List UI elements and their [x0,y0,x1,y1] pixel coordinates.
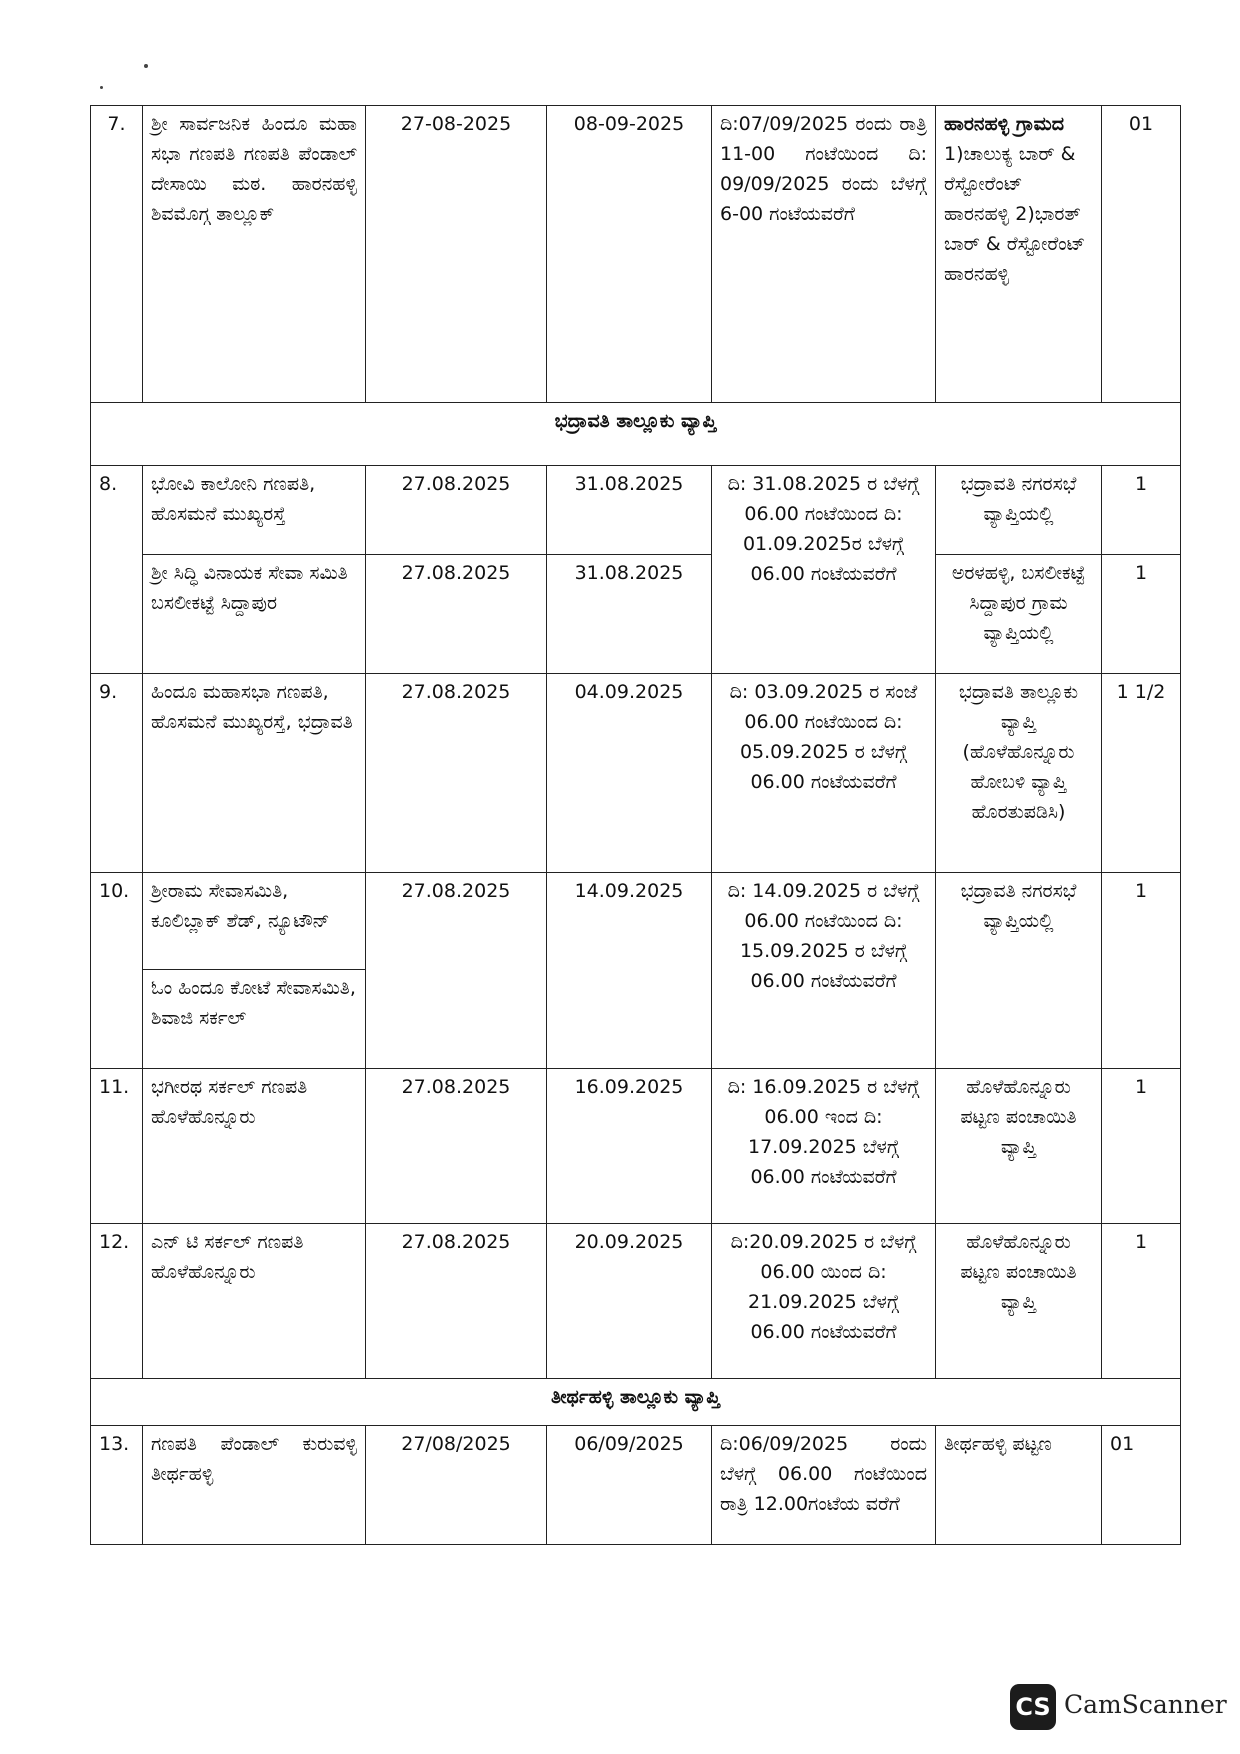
table-row [91,466,1181,555]
to-date: 14.09.2025 [547,873,712,1069]
area-cell [936,106,1102,403]
organizer-name: ಶ್ರೀ ಸಿದ್ಧಿ ವಿನಾಯಕ ಸೇವಾ ಸಮಿತಿ ಬಸಲೀಕಟ್ಟೆ ಸಿದ್ದಾಪುರ [143,555,366,674]
days: 1 [1102,1224,1181,1379]
to-date: 31.08.2025 [547,466,712,555]
section-header-row [91,403,1181,466]
days: 1 [1102,555,1181,674]
organizer-name: ಶ್ರೀ ಸಾರ್ವಜನಿಕ ಹಿಂದೂ ಮಹಾ ಸಭಾ ಗಣಪತಿ ಗಣಪತಿ ಪೆಂಡಾಲ್ ದೇಸಾಯಿ ಮಠ. ಹಾರನಹಳ್ಳಿ ಶಿವಮೊಗ್ಗ ತಾಲ್ಲೂಕ್ [143,106,366,403]
days: 01 [1102,1426,1181,1545]
scan-speck [100,86,103,89]
area-text: 1)ಚಾಲುಕ್ಯ ಬಾರ್ & ರೆಸ್ಟೋರೆಂಟ್ ಹಾರನಹಳ್ಳಿ 2)ಭಾರತ್ ಬಾರ್ & ರೆಸ್ಟೋರೆಂಟ್ ಹಾರನಹಳ್ಳಿ [944,143,1086,285]
camscanner-watermark: CamScanner [1064,1690,1227,1719]
area-text: ಹೊಳೆಹೊನ್ನೂರು ಪಟ್ಟಣ ಪಂಚಾಯಿತಿ ವ್ಯಾಪ್ತಿ [936,1069,1102,1224]
area-text: ಹೊಳೆಹೊನ್ನೂರು ಪಟ್ಟಣ ಪಂಚಾಯಿತಿ ವ್ಯಾಪ್ತಿ [936,1224,1102,1379]
schedule-table [90,105,1181,1545]
serial-number: 8. [91,466,143,674]
days: 1 [1102,1069,1181,1224]
days: 1 [1102,873,1181,1069]
organizer-name: ಭಗೀರಥ ಸರ್ಕಲ್ ಗಣಪತಿ ಹೊಳೆಹೊನ್ನೂರು [143,1069,366,1224]
to-date: 08-09-2025 [547,106,712,403]
closure-time: ದಿ:07/09/2025 ರಂದು ರಾತ್ರಿ 11-00 ಗಂಟೆಯಿಂದ ದಿ: 09/09/2025 ರಂದು ಬೆಳಗ್ಗೆ 6-00 ಗಂಟೆಯವರೆಗೆ [712,106,936,403]
table-row [91,674,1181,873]
serial-number: 7. [91,106,143,403]
serial-number: 11. [91,1069,143,1224]
serial-number: 10. [91,873,143,1069]
area-text: ತೀರ್ಥಹಳ್ಳಿ ಪಟ್ಟಣ [936,1426,1102,1545]
closure-time: ದಿ:06/09/2025 ರಂದು ಬೆಳಗ್ಗೆ 06.00 ಗಂಟೆಯಿಂದ ರಾತ್ರಿ 12.00ಗಂಟೆಯ ವರೆಗೆ [712,1426,936,1545]
from-date: 27-08-2025 [366,106,547,403]
organizer-name: ಎನ್ ಟಿ ಸರ್ಕಲ್ ಗಣಪತಿ ಹೊಳೆಹೊನ್ನೂರು [143,1224,366,1379]
to-date: 31.08.2025 [547,555,712,674]
organizer-name: ಓಂ ಹಿಂದೂ ಕೋಟೆ ಸೇವಾಸಮಿತಿ, ಶಿವಾಜಿ ಸರ್ಕಲ್ [143,970,366,1069]
camscanner-logo: CS [1010,1684,1056,1730]
closure-time: ದಿ: 03.09.2025 ರ ಸಂಜೆ 06.00 ಗಂಟೆಯಿಂದ ದಿ: 05.09.2025 ರ ಬೆಳಗ್ಗೆ 06.00 ಗಂಟೆಯವರೆಗೆ [712,674,936,873]
organizer-name: ಶ್ರೀರಾಮ ಸೇವಾಸಮಿತಿ, ಕೂಲಿಬ್ಲಾಕ್ ಶೆಡ್, ನ್ಯೂಟೌನ್ [143,873,366,970]
table-row [91,1426,1181,1545]
organizer-name: ಭೋವಿ ಕಾಲೋನಿ ಗಣಪತಿ, ಹೊಸಮನೆ ಮುಖ್ಯರಸ್ತೆ [143,466,366,555]
serial-number: 13. [91,1426,143,1545]
section-header-row [91,1379,1181,1426]
serial-number: 9. [91,674,143,873]
section-title: ತೀರ್ಥಹಳ್ಳಿ ತಾಲ್ಲೂಕು ವ್ಯಾಪ್ತಿ [91,1379,1181,1426]
to-date: 06/09/2025 [547,1426,712,1545]
from-date: 27.08.2025 [366,873,547,1069]
days: 1 1/2 [1102,674,1181,873]
table-row [91,1224,1181,1379]
to-date: 16.09.2025 [547,1069,712,1224]
organizer-name: ಗಣಪತಿ ಪೆಂಡಾಲ್ ಕುರುವಳ್ಳಿ ತೀರ್ಥಹಳ್ಳಿ [143,1426,366,1545]
table-row [91,1069,1181,1224]
table-row [91,555,1181,674]
to-date: 04.09.2025 [547,674,712,873]
from-date: 27/08/2025 [366,1426,547,1545]
from-date: 27.08.2025 [366,1224,547,1379]
from-date: 27.08.2025 [366,674,547,873]
table-row [91,873,1181,970]
area-text: ಭದ್ರಾವತಿ ನಗರಸಭೆ ವ್ಯಾಪ್ತಿಯಲ್ಲಿ [936,466,1102,555]
area-title: ಹಾರನಹಳ್ಳಿ ಗ್ರಾಮದ [944,113,1064,135]
section-title: ಭದ್ರಾವತಿ ತಾಲ್ಲೂಕು ವ್ಯಾಪ್ತಿ [91,403,1181,466]
scan-speck [144,64,148,68]
closure-time: ದಿ:20.09.2025 ರ ಬೆಳಗ್ಗೆ 06.00 ಯಿಂದ ದಿ: 21.09.2025 ಬೆಳಗ್ಗೆ 06.00 ಗಂಟೆಯವರೆಗೆ [712,1224,936,1379]
area-text: ಅರಳಹಳ್ಳಿ, ಬಸಲೀಕಟ್ಟೆ ಸಿದ್ದಾಪುರ ಗ್ರಾಮ ವ್ಯಾಪ್ತಿಯಲ್ಲಿ [936,555,1102,674]
closure-time: ದಿ: 16.09.2025 ರ ಬೆಳಗ್ಗೆ 06.00 ಇಂದ ದಿ: 17.09.2025 ಬೆಳಗ್ಗೆ 06.00 ಗಂಟೆಯವರೆಗೆ [712,1069,936,1224]
days: 1 [1102,466,1181,555]
area-text: ಭದ್ರಾವತಿ ತಾಲ್ಲೂಕು ವ್ಯಾಪ್ತಿ (ಹೊಳೆಹೊನ್ನೂರು ಹೋಬಳಿ ವ್ಯಾಪ್ತಿ ಹೊರತುಪಡಿಸಿ) [936,674,1102,873]
days: 01 [1102,106,1181,403]
from-date: 27.08.2025 [366,555,547,674]
to-date: 20.09.2025 [547,1224,712,1379]
area-text: ಭದ್ರಾವತಿ ನಗರಸಭೆ ವ್ಯಾಪ್ತಿಯಲ್ಲಿ [936,873,1102,1069]
serial-number: 12. [91,1224,143,1379]
from-date: 27.08.2025 [366,1069,547,1224]
closure-time: ದಿ: 31.08.2025 ರ ಬೆಳಗ್ಗೆ 06.00 ಗಂಟೆಯಿಂದ ದಿ: 01.09.2025ರ ಬೆಳಗ್ಗೆ 06.00 ಗಂಟೆಯವರೆಗೆ [712,466,936,674]
organizer-name: ಹಿಂದೂ ಮಹಾಸಭಾ ಗಣಪತಿ, ಹೊಸಮನೆ ಮುಖ್ಯರಸ್ತೆ, ಭದ್ರಾವತಿ [143,674,366,873]
closure-time: ದಿ: 14.09.2025 ರ ಬೆಳಗ್ಗೆ 06.00 ಗಂಟೆಯಿಂದ ದಿ: 15.09.2025 ರ ಬೆಳಗ್ಗೆ 06.00 ಗಂಟೆಯವರೆಗೆ [712,873,936,1069]
from-date: 27.08.2025 [366,466,547,555]
table-row [91,106,1181,403]
